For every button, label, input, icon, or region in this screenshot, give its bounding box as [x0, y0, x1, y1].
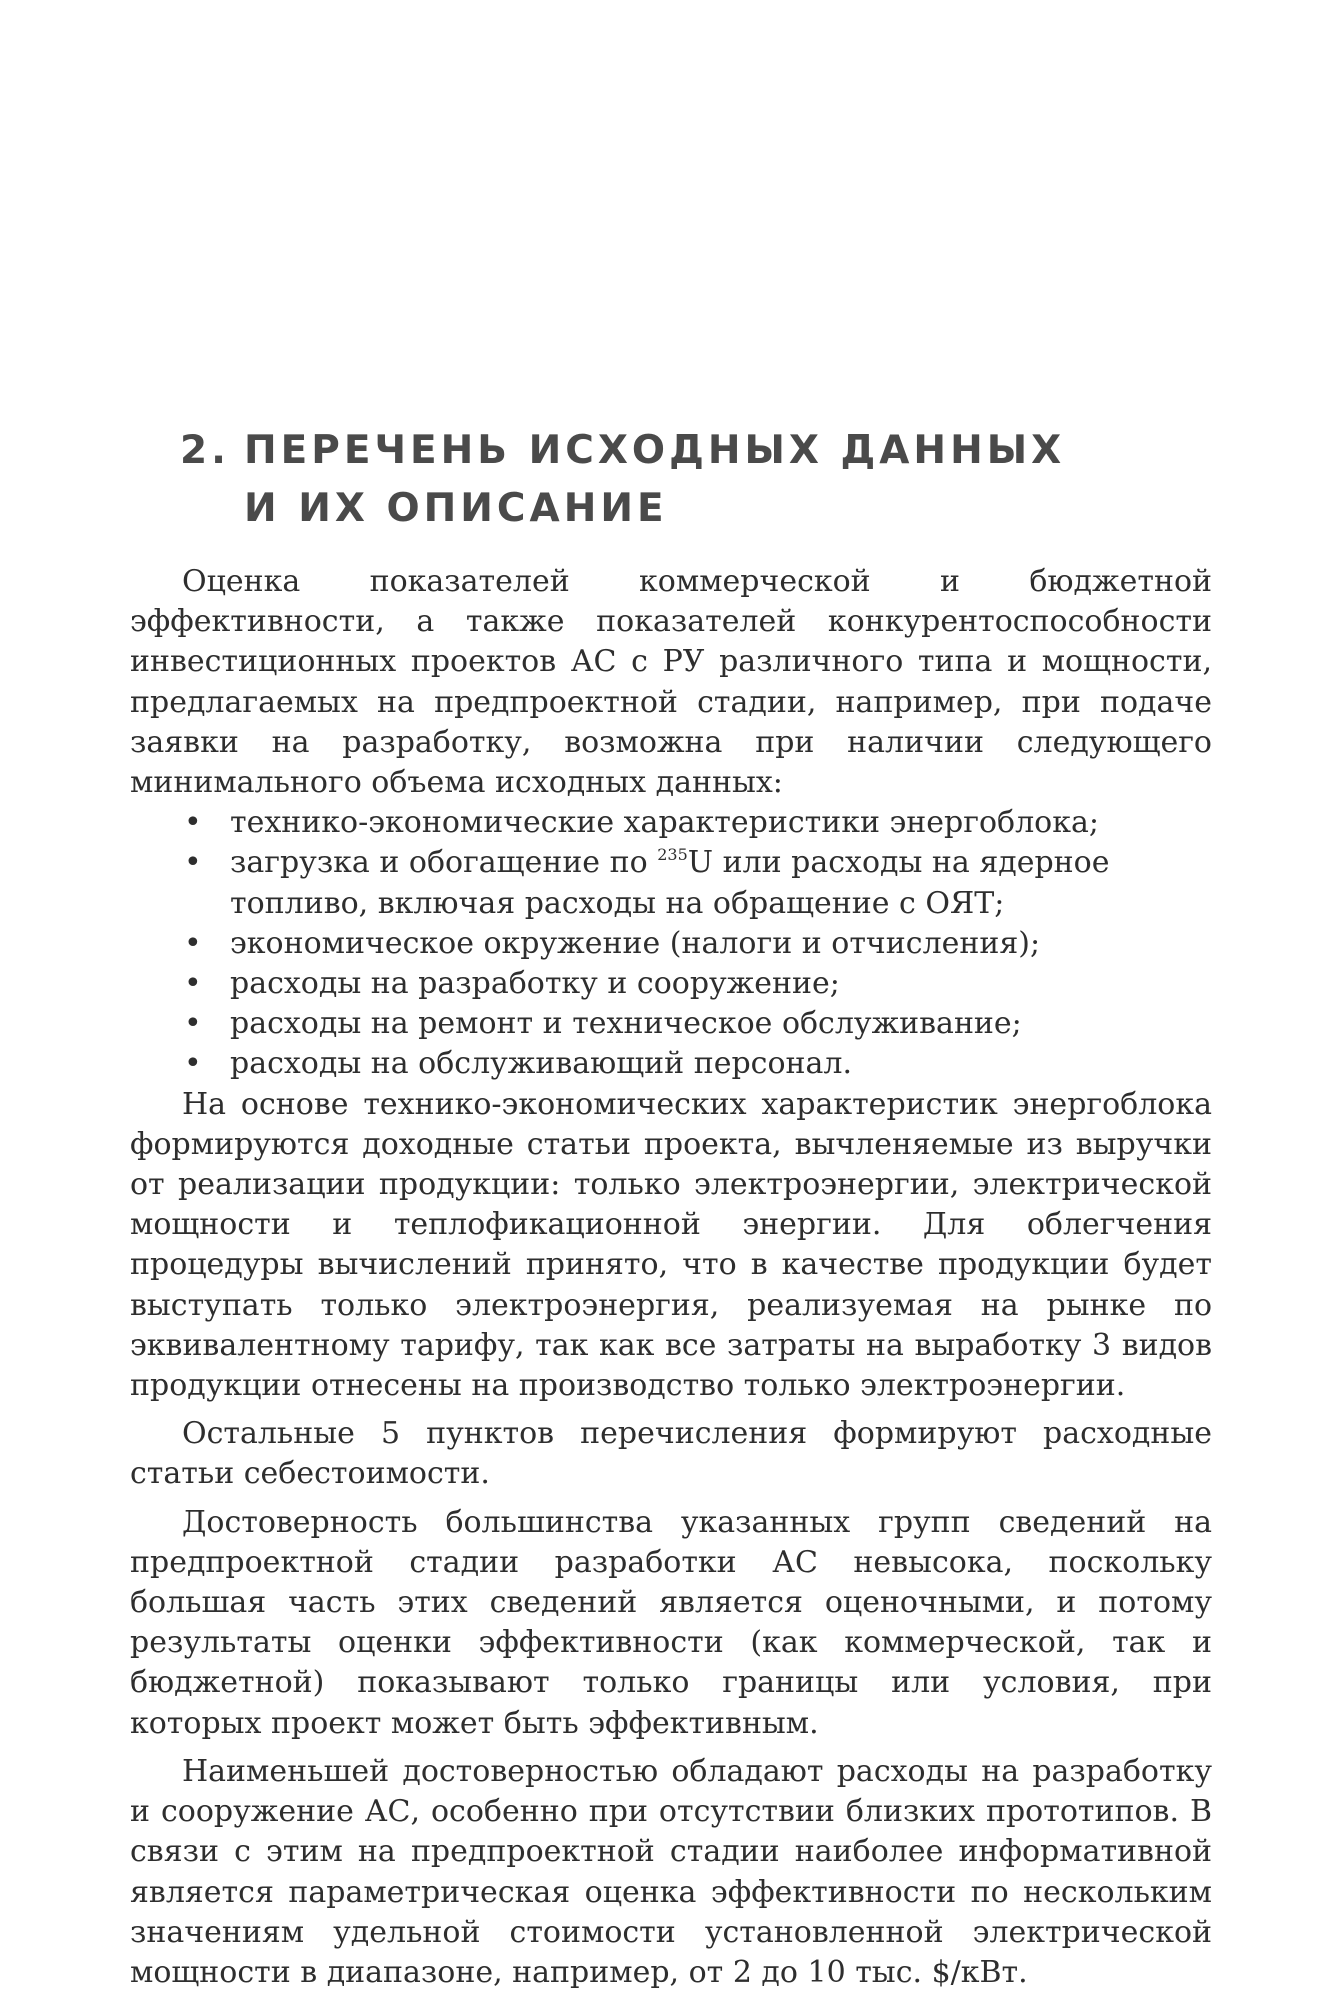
list-item — [130, 803, 1212, 843]
parametric-estimate-paragraph: Наименьшей достоверностью обладают расходы на разработку и сооружение АС, особенно при отсутствии близких прототипов. В связи с этим на предпроектной стадии наиболее информативной является параметрическая оценка эффективности по нескольким значениям удельной стоимости установленной электрической мощности в диапазоне, например, от 2 до 10 тыс. $/кВт. — [130, 1753, 1212, 1990]
input-data-list — [130, 803, 1212, 1084]
list-item-text: расходы на разработку и сооружение; — [230, 966, 840, 1002]
intro-paragraph: Оценка показателей коммерческой и бюджетной эффективности, а также показателей конкурентоспособности инвестиционных проектов АС с РУ различного типа и мощности, предлагаемых на предпроектной стадии, например, при подаче заявки на разработку, возможна при наличии следующего минимального объема исходных данных: — [130, 564, 1212, 801]
list-item — [130, 843, 1212, 923]
isotope-mass-number: 235 — [657, 845, 688, 865]
list-item-text-prefix: загрузка и обогащение по — [230, 845, 658, 881]
bullet-icon: • — [184, 1046, 202, 1082]
list-item — [130, 1044, 1212, 1084]
chapter-title-line1: ПЕРЕЧЕНЬ ИСХОДНЫХ ДАННЫХ — [244, 428, 1066, 473]
chapter-title-line2: И ИХ ОПИСАНИЕ — [244, 486, 668, 531]
bullet-icon: • — [184, 845, 202, 881]
cost-items-paragraph: Остальные 5 пунктов перечисления формируют расходные статьи себестоимости. — [130, 1416, 1212, 1492]
list-item — [130, 964, 1212, 1004]
reliability-paragraph: Достоверность большинства указанных групп сведений на предпроектной стадии разработки АС невысока, поскольку большая часть этих сведений является оценочными, и потому результаты оценки эффективности (как коммерческой, так и бюджетной) показывают только границы или условия, при которых проект может быть эффективным. — [130, 1504, 1212, 1741]
list-item — [130, 924, 1212, 964]
list-item-text: экономическое окружение (налоги и отчисления); — [230, 925, 1041, 961]
list-item-text: расходы на обслуживающий персонал. — [230, 1046, 853, 1082]
bullet-icon: • — [184, 805, 202, 841]
bullet-icon: • — [184, 966, 202, 1002]
list-item-text-suffix: U или расходы на ядерное топливо, включая расходы на обращение с ОЯТ; — [230, 845, 1110, 921]
chapter-number: 2. — [180, 428, 230, 473]
list-item-text: технико-экономические характеристики энергоблока; — [230, 805, 1099, 841]
revenue-paragraph: На основе технико-экономических характеристик энергоблока формируются доходные статьи проекта, вычленяемые из выручки от реализации продукции: только электроэнергии, электрической мощности и теплофикационной энергии. Для облегчения процедуры вычислений принято, что в качестве продукции будет выступать только электроэнергия, реализуемая на рынке по эквивалентному тарифу, так как все затраты на выработку 3 видов продукции отнесены на производство только электроэнергии. — [130, 1086, 1212, 1404]
bullet-icon: • — [184, 925, 202, 961]
bullet-icon: • — [184, 1006, 202, 1042]
list-item — [130, 1004, 1212, 1044]
list-item-text: расходы на ремонт и техническое обслуживание; — [230, 1006, 1022, 1042]
chapter-body — [130, 562, 1212, 1993]
chapter-heading — [180, 422, 1080, 538]
